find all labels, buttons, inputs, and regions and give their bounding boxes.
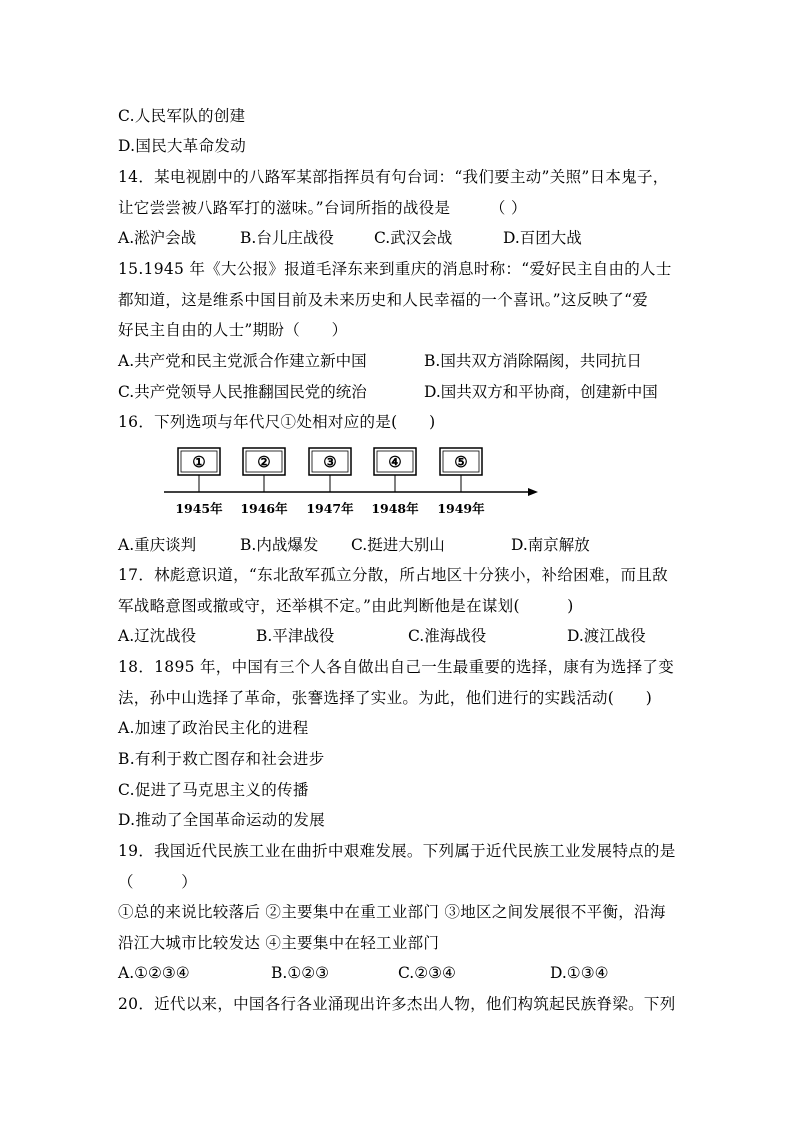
q17-option-a: A.辽沈战役 [118, 627, 197, 645]
q18-stem-line-1: 18．1895 年，中国有三个人各自做出自己一生最重要的选择，康有为选择了变 [118, 658, 674, 676]
q19-statements-line-2: 沿江大城市比较发达 ④主要集中在轻工业部门 [118, 934, 440, 952]
timeline-box-2 [243, 448, 285, 475]
q17-stem-line-2: 军战略意图或撤或守，还举棋不定。”由此判断他是在谋划( ) [118, 597, 574, 615]
timeline-box-label-3: ③ [323, 453, 337, 471]
q18-option-b: B.有利于救亡图存和社会进步 [118, 750, 325, 768]
q16-stem: 16．下列选项与年代尺①处相对应的是( ) [118, 413, 436, 431]
timeline-year-1947: 1947年 [306, 501, 354, 516]
q15-option-b: B.国共双方消除隔阂，共同抗日 [424, 352, 642, 370]
q17-stem-line-1: 17．林彪意识道，“东北敌军孤立分散，所占地区十分狭小，补给困难，而且敌 [118, 566, 668, 584]
q18-option-d: D.推动了全国革命运动的发展 [118, 811, 326, 829]
q18-stem-line-2: 法，孙中山选择了革命，张謇选择了实业。为此，他们进行的实践活动( ) [118, 689, 653, 707]
year-timeline [160, 438, 550, 522]
timeline-year-1945: 1945年 [175, 501, 223, 516]
q19-statements-line-1: ①总的来说比较落后 ②主要集中在重工业部门 ③地区之间发展很不平衡，沿海 [118, 903, 666, 921]
q18-option-c: C.促进了马克思主义的传播 [118, 781, 309, 799]
q19-option-a: A.①②③④ [118, 964, 190, 982]
q14-option-b: B.台儿庄战役 [240, 229, 334, 247]
timeline-box-5 [440, 448, 482, 475]
q20-stem-line-1: 20．近代以来，中国各行各业涌现出许多杰出人物，他们构筑起民族脊梁。下列 [118, 995, 676, 1013]
q16-option-d: D.南京解放 [511, 536, 590, 554]
q19-option-b: B.①②③ [271, 964, 330, 982]
q16-options [118, 535, 718, 555]
q15-stem-line-3: 好民主自由的人士”期盼（ ） [118, 321, 348, 339]
timeline-arrow-icon [528, 488, 538, 496]
timeline-box-label-2: ② [257, 453, 271, 471]
timeline-box-label-1: ① [192, 453, 206, 471]
q14-stem-line-2: 让它尝尝被八路军打的滋味。”台词所指的战役是 （ ） [118, 199, 527, 217]
q13-option-c: C.人民军队的创建 [118, 107, 246, 125]
q15-stem-line-1: 15.1945 年《大公报》报道毛泽东来到重庆的消息时称：“爱好民主自由的人士 [118, 260, 672, 278]
timeline-year-1946: 1946年 [240, 501, 288, 516]
q14-options [118, 228, 718, 248]
q15-option-a: A.共产党和民主党派合作建立新中国 [118, 352, 367, 370]
q15-options-row-2 [118, 382, 718, 402]
q19-option-c: C.②③④ [398, 964, 456, 982]
q15-stem-line-2: 都知道，这是维系中国目前及未来历史和人民幸福的一个喜讯。”这反映了“爱 [118, 291, 649, 309]
timeline-box-label-4: ④ [388, 453, 402, 471]
q14-option-d: D.百团大战 [503, 229, 582, 247]
q16-option-c: C.挺进大别山 [351, 536, 445, 554]
q19-stem-line-1: 19．我国近代民族工业在曲折中艰难发展。下列属于近代民族工业发展特点的是 [118, 842, 676, 860]
q15-option-d: D.国共双方和平协商，创建新中国 [424, 383, 658, 401]
timeline-year-1949: 1949年 [437, 501, 485, 516]
q19-options [118, 963, 718, 983]
q19-stem-line-2: （ ） [118, 873, 198, 891]
q16-option-b: B.内战爆发 [240, 536, 319, 554]
q19-option-d: D.①③④ [550, 964, 609, 982]
q14-option-a: A.淞沪会战 [118, 229, 197, 247]
timeline-box-3 [309, 448, 351, 475]
q14-stem-line-1: 14．某电视剧中的八路军某部指挥员有句台词：“我们要主动”关照”日本鬼子， [118, 168, 669, 186]
q17-option-d: D.渡江战役 [567, 627, 646, 645]
timeline-year-1948: 1948年 [371, 501, 419, 516]
q17-option-b: B.平津战役 [256, 627, 335, 645]
q17-option-c: C.淮海战役 [408, 627, 487, 645]
q15-option-c: C.共产党领导人民推翻国民党的统治 [118, 383, 367, 401]
q17-options [118, 626, 718, 646]
q14-option-c: C.武汉会战 [374, 229, 453, 247]
q16-option-a: A.重庆谈判 [118, 536, 197, 554]
timeline-box-1 [178, 448, 220, 475]
timeline-box-label-5: ⑤ [454, 453, 468, 471]
q18-option-a: A.加速了政治民主化的进程 [118, 719, 309, 737]
timeline-box-4 [374, 448, 416, 475]
q15-options-row-1 [118, 351, 718, 371]
q13-option-d: D.国民大革命发动 [118, 137, 247, 155]
